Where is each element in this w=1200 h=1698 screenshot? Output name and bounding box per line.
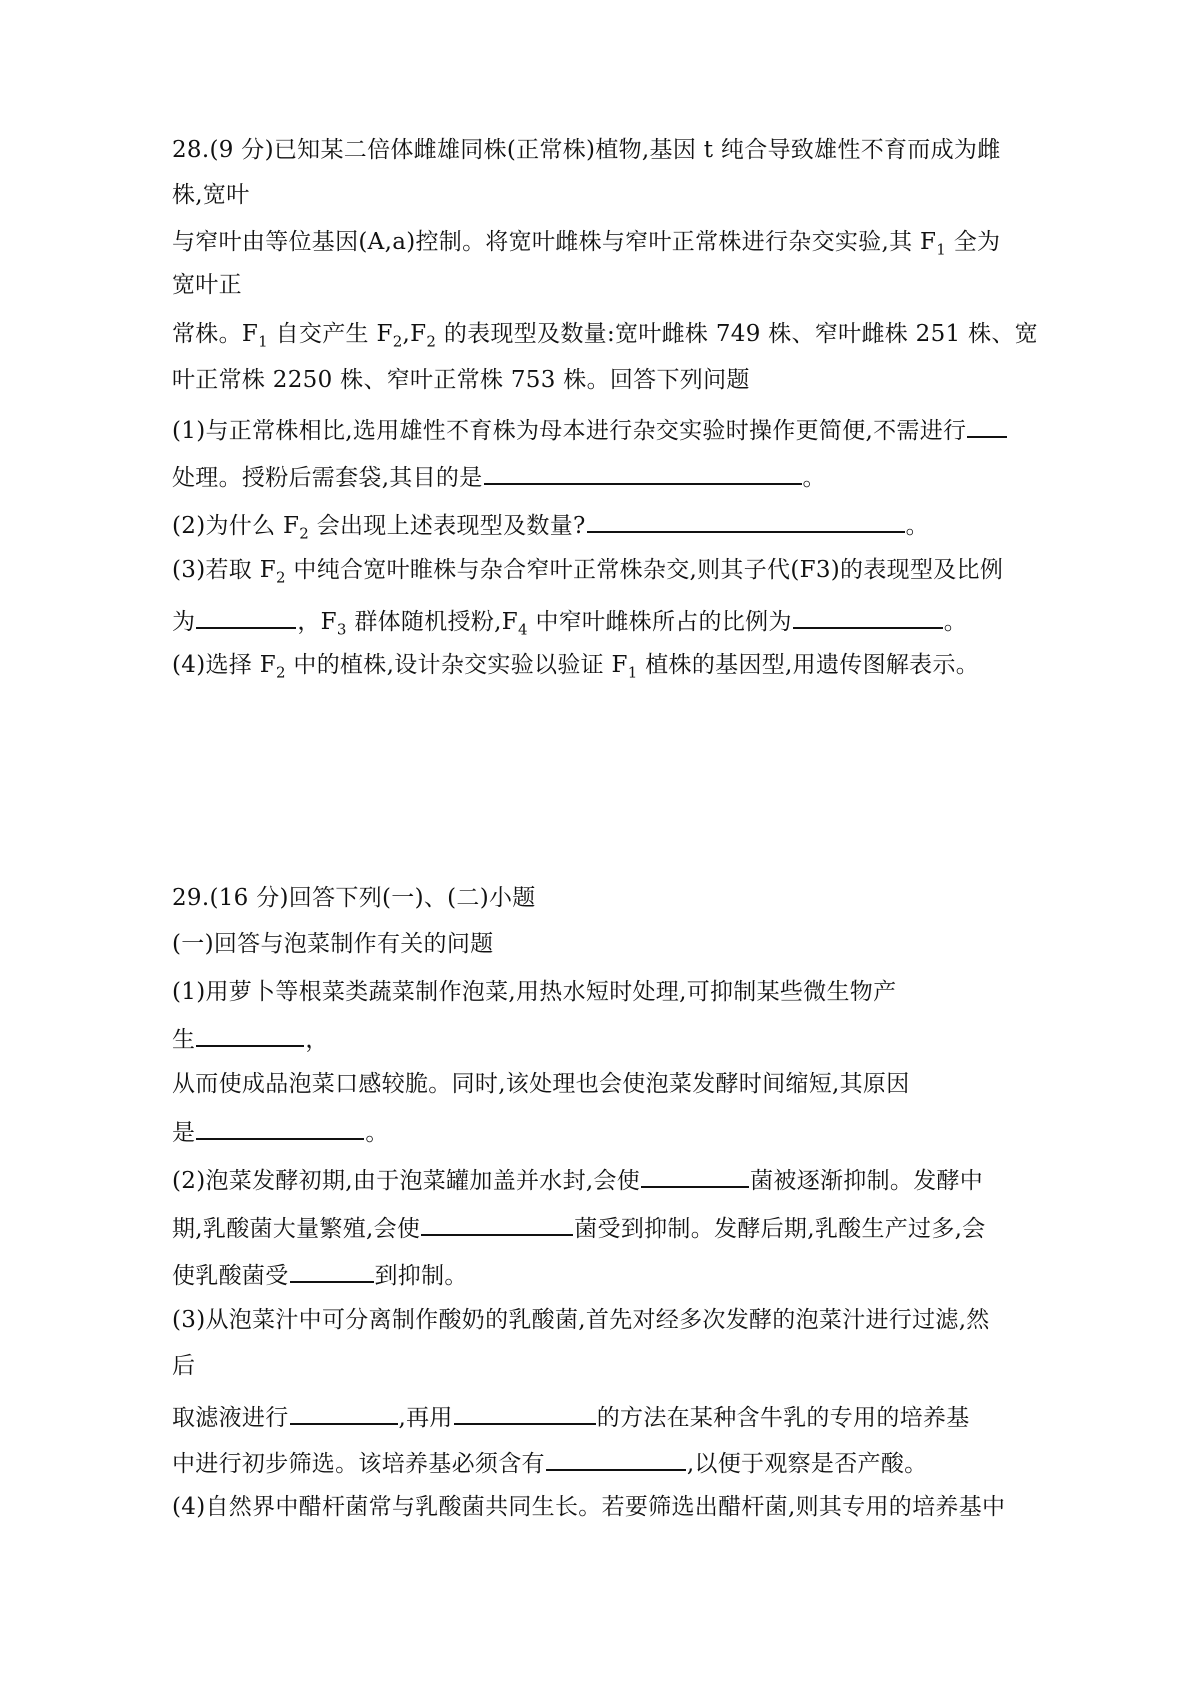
answer-blank-4[interactable]	[196, 601, 296, 629]
q28-line-5: 常株。$F_1$ 自交产生 $F_2,F_2$ 的表现型及数量:宽叶雌株 749 株、窄叶雌株 251 株、宽	[172, 321, 1038, 351]
answer-blank-7[interactable]	[196, 1112, 364, 1140]
q29-line-7: (2)泡菜发酵初期,由于泡菜罐加盖并水封,会使 菌被逐渐抑制。发酵中	[172, 1160, 983, 1198]
q29-line-2: (一)回答与泡菜制作有关的问题	[172, 931, 494, 957]
answer-blank-9[interactable]	[421, 1208, 573, 1236]
q28-line-10: (3)若取 $F_2$ 中纯合宽叶睢株与杂合窄叶正常株杂交,则其子代(F3)的表现型及比例	[172, 557, 1004, 587]
q28-line-8: 处理。授粉后需套袋,其目的是 。	[172, 457, 826, 495]
answer-blank-3[interactable]	[587, 505, 905, 533]
q28-line-11: 为 ，$F_3$ 群体随机授粉$,F_4$ 中窄叶雌株所占的比例为 。	[172, 601, 967, 639]
q29-line-9: 使乳酸菌受 到抑制。	[172, 1255, 468, 1293]
q28-line-7: (1)与正常株相比,选用雄性不育株为母本进行杂交实验时操作更简便,不需进行	[172, 410, 1008, 448]
q29-line-1: 29.(16 分)回答下列(一)、(二)小题	[172, 885, 536, 911]
answer-blank-10[interactable]	[290, 1255, 374, 1283]
answer-blank-5[interactable]	[793, 601, 943, 629]
q28-line-2: 株,宽叶	[172, 182, 250, 208]
answer-blank-12[interactable]	[454, 1397, 596, 1425]
q29-line-6: 是 。	[172, 1112, 389, 1150]
answer-blank-8[interactable]	[641, 1160, 749, 1188]
answer-blank-1[interactable]	[967, 410, 1007, 438]
q28-line-12: (4)选择 $F_2$ 中的植株,设计杂交实验以验证 $F_1$ 植株的基因型,用遗传图解表示。	[172, 652, 980, 682]
q29-line-14: (4)自然界中醋杆菌常与乳酸菌共同生长。若要筛选出醋杆菌,则其专用的培养基中	[172, 1494, 1006, 1520]
answer-blank-13[interactable]	[546, 1443, 686, 1471]
q28-line-6: 叶正常株 2250 株、窄叶正常株 753 株。回答下列问题	[172, 367, 750, 393]
q29-line-5: 从而使成品泡菜口感较脆。同时,该处理也会使泡菜发酵时间缩短,其原因	[172, 1071, 910, 1097]
q28-line-1: 28.(9 分)已知某二倍体雌雄同株(正常株)植物,基因 t 纯合导致雄性不育而成为雌	[172, 137, 1001, 163]
q29-line-8: 期,乳酸菌大量繁殖,会使 菌受到抑制。发酵后期,乳酸生产过多,会	[172, 1208, 986, 1246]
q29-line-13: 中进行初步筛选。该培养基必须含有 ,以便于观察是否产酸。	[172, 1443, 927, 1481]
q29-line-11: 后	[172, 1353, 196, 1379]
q29-line-4: 生 ，	[172, 1019, 329, 1057]
q29-line-12: 取滤液进行 ,再用 的方法在某种含牛乳的专用的培养基	[172, 1397, 970, 1435]
answer-blank-6[interactable]	[196, 1019, 304, 1047]
answer-blank-2[interactable]	[484, 457, 802, 485]
q28-line-9: (2)为什么 $F_2$ 会出现上述表现型及数量? 。	[172, 505, 929, 543]
q29-line-10: (3)从泡菜汁中可分离制作酸奶的乳酸菌,首先对经多次发酵的泡菜汁进行过滤,然	[172, 1307, 990, 1333]
q28-line-4: 宽叶正	[172, 272, 242, 298]
q28-line-3: 与窄叶由等位基因(A,a)控制。将宽叶雌株与窄叶正常株进行杂交实验,其 $F_1$ 全为	[172, 229, 1001, 259]
q29-line-3: (1)用萝卜等根菜类蔬菜制作泡菜,用热水短时处理,可抑制某些微生物产	[172, 979, 897, 1005]
answer-blank-11[interactable]	[290, 1397, 398, 1425]
